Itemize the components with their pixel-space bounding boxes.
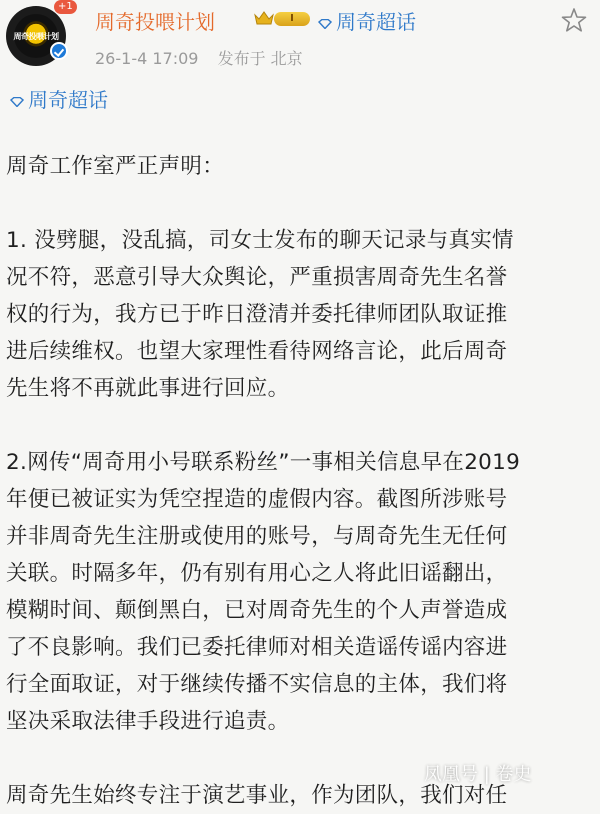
content-line: 并非周奇先生注册或使用的账号，与周奇先生无任何 xyxy=(6,524,508,549)
content-line: 1. 没劈腿，没乱搞，司女士发布的聊天记录与真实情 xyxy=(6,228,514,253)
post-header xyxy=(0,0,600,80)
avatar-text: 周奇投喂计划 xyxy=(13,32,59,41)
verified-icon xyxy=(50,42,68,60)
author-name[interactable]: 周奇投喂计划 xyxy=(95,10,215,34)
topic-link[interactable] xyxy=(10,84,108,113)
star-icon[interactable] xyxy=(560,6,588,34)
content-line: 年便已被证实为凭空捏造的虚假内容。截图所涉账号 xyxy=(6,487,508,512)
blank-line xyxy=(6,185,596,222)
content-line: 权的行为，我方已于昨日澄清并委托律师团队取证推 xyxy=(6,302,508,327)
content-line: 2.网传“周奇用小号联系粉丝”一事相关信息早在2019 xyxy=(6,450,521,475)
post-content xyxy=(6,148,596,814)
post-meta xyxy=(95,46,317,69)
diamond-icon xyxy=(10,97,24,107)
post-location: 发布于 北京 xyxy=(217,49,303,68)
topic-link-label: 周奇超话 xyxy=(28,88,108,112)
content-line: 坚决采取法律手段进行追责。 xyxy=(6,709,290,734)
content-line: 进后续维权。也望大家理性看待网络言论，此后周奇 xyxy=(6,339,508,364)
content-line: 模糊时间、颠倒黑白，已对周奇先生的个人声誉造成 xyxy=(6,598,508,623)
content-line: 周奇工作室严正声明： xyxy=(6,154,225,179)
content-line: 了不良影响。我们已委托律师对相关造谣传谣内容进 xyxy=(6,635,508,660)
level-badge: I xyxy=(274,12,310,26)
content-line: 行全面取证，对于继续传播不实信息的主体，我们将 xyxy=(6,672,508,697)
content-line: 况不符，恶意引导大众舆论，严重损害周奇先生名誉 xyxy=(6,265,508,290)
content-line: 关联。时隔多年，仍有别有用心之人将此旧谣翻出， xyxy=(6,561,508,586)
super-topic-link[interactable] xyxy=(318,6,416,35)
content-line: 先生将不再就此事进行回应。 xyxy=(6,376,290,401)
diamond-icon xyxy=(318,19,332,29)
crown-icon xyxy=(254,10,274,26)
watermark: 凤凰号 | 卷史 xyxy=(424,764,532,785)
content-line: 周奇先生始终专注于演艺事业，作为团队，我们对任 xyxy=(6,783,508,808)
post-date: 26-1-4 17:09 xyxy=(95,49,199,68)
super-topic-label: 周奇超话 xyxy=(336,10,416,34)
blank-line xyxy=(6,407,596,444)
avatar-badge: +1 xyxy=(54,0,77,14)
